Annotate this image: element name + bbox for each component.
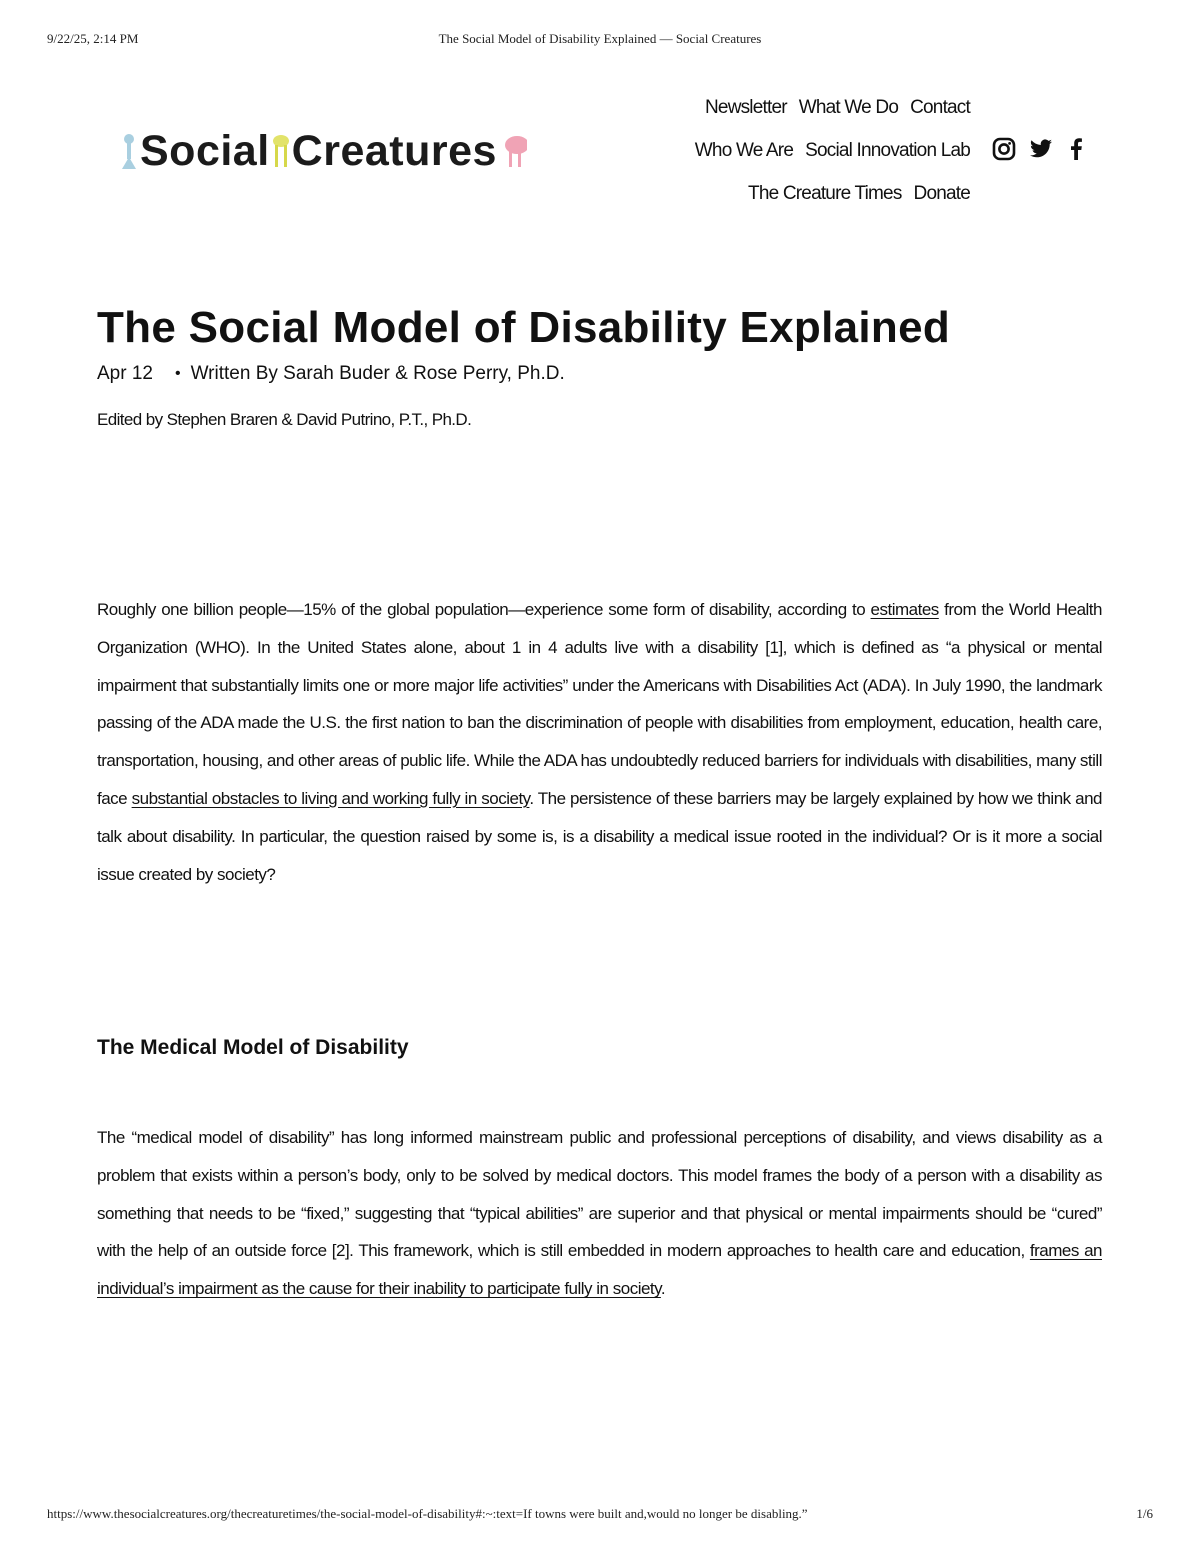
print-page-number: 1/6: [1136, 1506, 1153, 1521]
print-url: https://www.thesocialcreatures.org/thecreaturetimes/the-social-model-of-disability#:~:text=If towns were built and,would no longer be disabling.”: [47, 1506, 808, 1521]
site-logo[interactable]: [118, 126, 527, 176]
print-datetime: 9/22/25, 2:14 PM: [47, 31, 139, 46]
p2-text-b: .: [660, 1279, 666, 1299]
nav-contact[interactable]: Contact: [910, 97, 970, 118]
print-footer: [0, 1506, 1200, 1524]
medical-model-paragraph: [97, 1119, 1102, 1308]
article-title: The Social Model of Disability Explained: [97, 303, 951, 352]
twitter-icon[interactable]: [1028, 137, 1052, 163]
p1-text-c: . The persistence of these barriers may be largely explained by how we think and talk about disability. In particular, the question raised by some is, is a disability a medical issue rooted in the individual? Or is it more a social issue created by society?: [97, 788, 1102, 884]
social-links: [992, 137, 1088, 163]
nav-donate[interactable]: Donate: [913, 183, 970, 204]
estimates-link[interactable]: estimates: [870, 600, 939, 619]
nav-row-1: [640, 94, 970, 137]
logo-word-creatures: Creatures: [291, 126, 497, 175]
p1-text-b: from the World Health Organization (WHO). In the United States alone, about 1 in 4 adults live with a disability [1], which is defined as “a physical or mental impairment that substantially limits one or more major life activities” under the Americans with Disabilities Act (ADA). In July 1990, the landmark passing of the ADA made the U.S. the first nation to ban the discrimination of people with disabilities from employment, education, health care, transportation, housing, and other areas of public life. While the ADA has undoubtedly reduced barriers for individuals with disabilities, many still face: [97, 600, 1102, 808]
nav-newsletter[interactable]: Newsletter: [705, 97, 787, 118]
intro-paragraph: [97, 591, 1102, 893]
facebook-icon[interactable]: [1064, 137, 1088, 163]
pink-creature-icon: [497, 131, 527, 171]
yellow-creature-icon: [270, 131, 292, 171]
nav-social-innovation-lab[interactable]: Social Innovation Lab: [805, 140, 970, 161]
blue-creature-icon: [118, 131, 140, 171]
nav-creature-times[interactable]: The Creature Times: [748, 183, 902, 204]
section-heading-medical-model: The Medical Model of Disability: [97, 1036, 409, 1059]
p1-text-a: Roughly one billion people—15% of the global population—experience some form of disability, according to: [97, 600, 871, 619]
frames-impairment-link[interactable]: frames an individual’s impairment as the cause for their inability to participate fully in society: [97, 1241, 1102, 1299]
logo-word-social: Social: [140, 126, 270, 175]
article-date: Apr 12: [97, 363, 153, 384]
print-page-title: The Social Model of Disability Explained — Social Creatures: [438, 31, 762, 46]
instagram-icon[interactable]: [992, 137, 1016, 163]
nav-what-we-do[interactable]: What We Do: [798, 97, 899, 118]
meta-separator: •: [174, 365, 181, 382]
article-meta: [97, 363, 565, 385]
nav-row-3: [640, 180, 970, 223]
article-editors: Edited by Stephen Braren & David Putrino, P.T., Ph.D.: [97, 410, 472, 429]
print-header: [0, 31, 1200, 49]
p2-text-a: The “medical model of disability” has long informed mainstream public and professional perceptions of disability, and views disability as a problem that exists within a person’s body, only to be solved by medical doctors. This model frames the body of a person with a disability as something that needs to be “fixed,” suggesting that “typical abilities” are superior and that physical or mental impairments should be “cured” with the help of an outside force [2]. This framework, which is still embedded in modern approaches to health care and education,: [97, 1128, 1102, 1261]
main-nav: [640, 94, 970, 223]
article-byline: Written By Sarah Buder & Rose Perry, Ph.D.: [190, 363, 565, 384]
nav-who-we-are[interactable]: Who We Are: [694, 140, 794, 161]
nav-row-2: [640, 137, 970, 180]
substantial-obstacles-link[interactable]: substantial obstacles to living and working fully in society: [131, 788, 530, 808]
